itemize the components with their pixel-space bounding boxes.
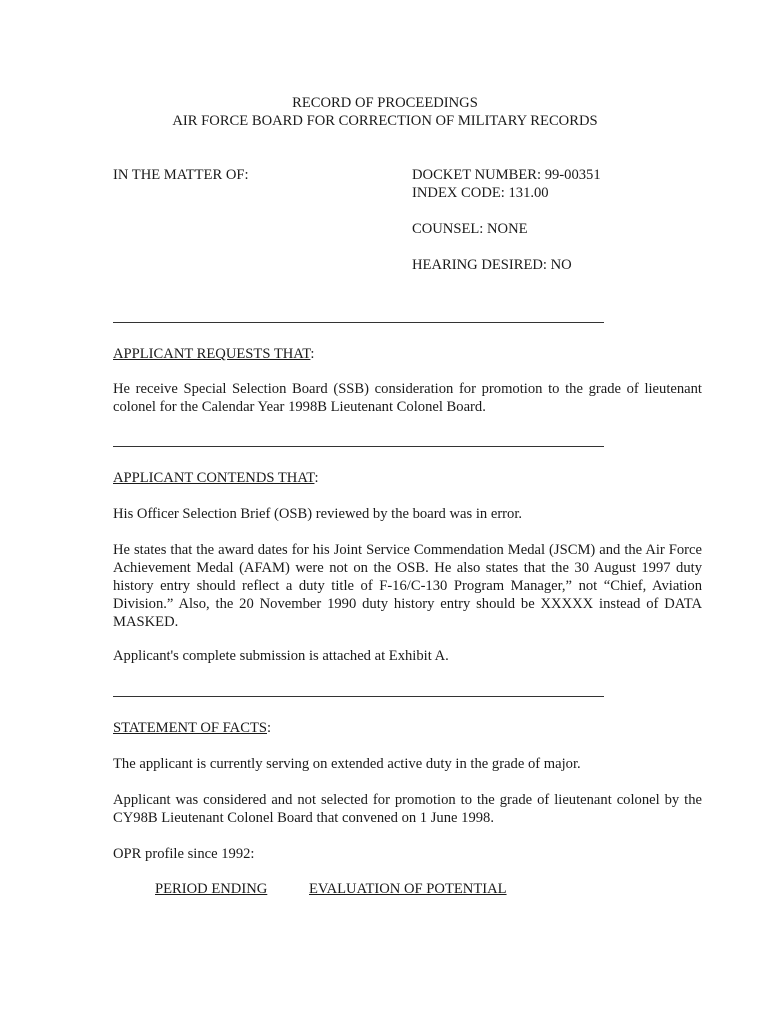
section-divider [113, 322, 604, 323]
contends-paragraph-1: His Officer Selection Brief (OSB) reviewed by the board was in error. [113, 506, 523, 522]
document-title: RECORD OF PROCEEDINGS [292, 95, 478, 111]
heading-colon: : [310, 346, 315, 362]
section-divider [113, 696, 604, 697]
index-code: INDEX CODE: 131.00 [412, 185, 549, 201]
facts-paragraph-3: OPR profile since 1992: [113, 846, 255, 862]
contends-heading [113, 469, 319, 487]
counsel: COUNSEL: NONE [412, 221, 528, 237]
heading-colon: : [314, 470, 319, 486]
requests-heading-text: APPLICANT REQUESTS THAT [113, 346, 311, 362]
heading-colon: : [266, 720, 272, 736]
docket-number: DOCKET NUMBER: 99-00351 [412, 167, 601, 183]
contends-heading-text: APPLICANT CONTENDS THAT [113, 470, 315, 486]
facts-heading [113, 719, 271, 737]
facts-paragraph-1: The applicant is currently serving on extended active duty in the grade of major. [113, 756, 581, 772]
column-header-evaluation-of-potential: EVALUATION OF POTENTIAL [309, 881, 507, 897]
column-header-period-ending: PERIOD ENDING [155, 881, 268, 897]
section-divider [113, 446, 604, 447]
in-the-matter-of-label: IN THE MATTER OF: [113, 167, 249, 183]
board-name: AIR FORCE BOARD FOR CORRECTION OF MILITARY RECORDS [172, 113, 598, 129]
requests-heading [113, 345, 314, 363]
contends-paragraph-2: He states that the award dates for his Joint Service Commendation Medal (JSCM) and the Air Force Achievement Medal (AFAM) were not on the OSB. He also states that the 30 August 1997 duty history entry should reflect a duty title of F-16/C-130 Program Manager,” not “Chief, Aviation Division.” Also, the 20 November 1990 duty history entry should be XXXXX instead of DATA MASKED. [113, 542, 702, 630]
contends-paragraph-3: Applicant's complete submission is attached at Exhibit A. [113, 648, 449, 664]
facts-paragraph-2: Applicant was considered and not selected for promotion to the grade of lieutenant colonel by the CY98B Lieutenant Colonel Board that convened on 1 June 1998. [113, 792, 702, 826]
hearing-desired: HEARING DESIRED: NO [412, 257, 572, 273]
facts-heading-text: STATEMENT OF FACTS [113, 720, 267, 736]
requests-body: He receive Special Selection Board (SSB) consideration for promotion to the grade of lieutenant colonel for the Calendar Year 1998B Lieutenant Colonel Board. [113, 381, 702, 415]
